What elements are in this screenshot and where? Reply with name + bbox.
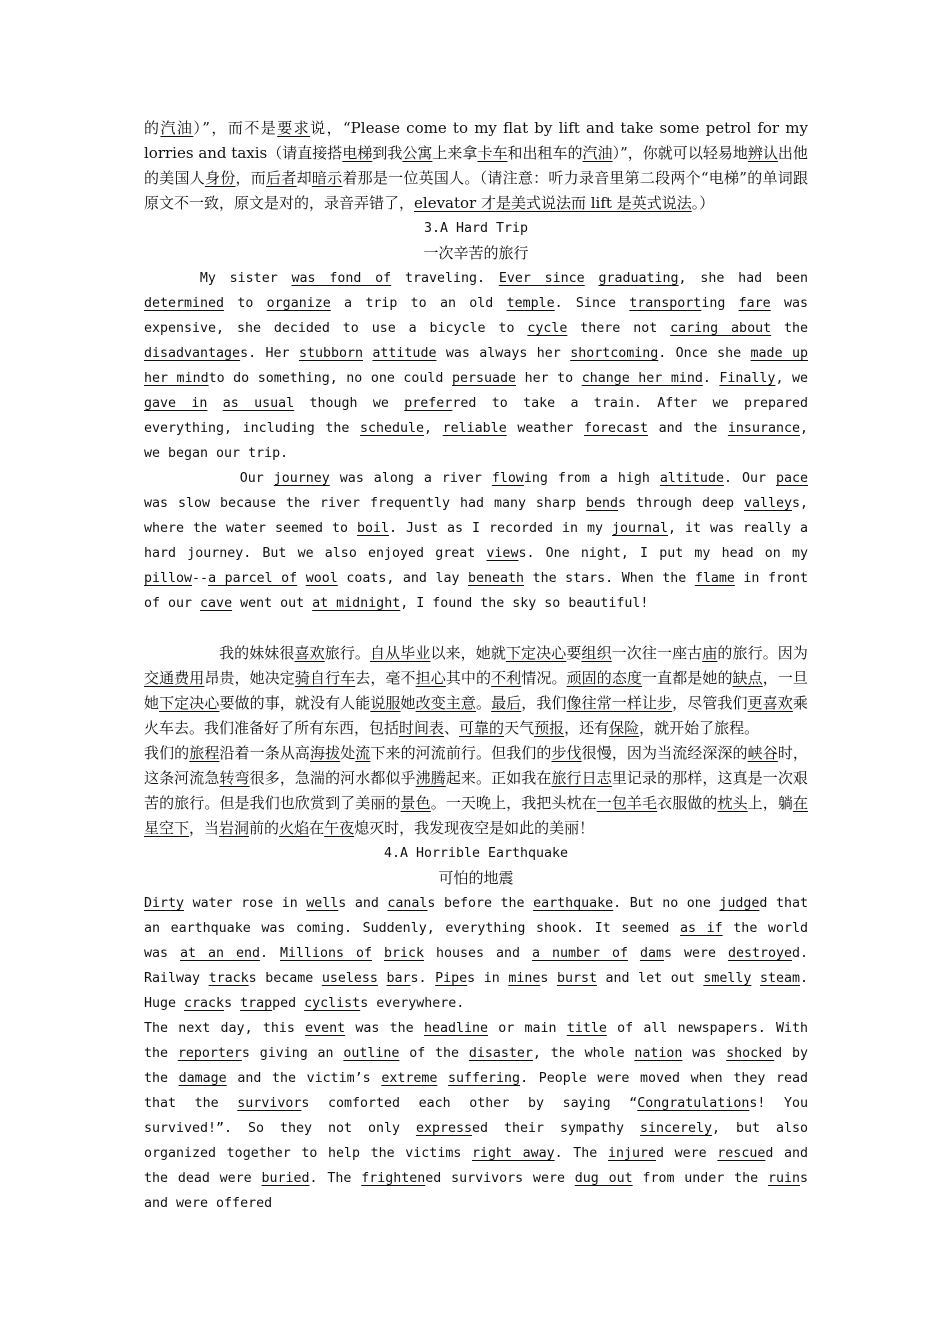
text-run: weather <box>506 421 584 436</box>
text-run: ，尽管我们 <box>672 694 748 712</box>
text-run: . People were moved when they read that the <box>144 1071 808 1111</box>
text-run: 和出租车的 <box>507 144 583 162</box>
text-run: , the whole <box>532 1046 635 1061</box>
vocab-term: 沸腾 <box>415 769 446 787</box>
vocab-term: canal <box>387 896 428 911</box>
text-run <box>585 271 599 286</box>
text-run: 却 <box>296 169 312 187</box>
vocab-term: schedule <box>359 421 425 436</box>
text-run: 去，毫不 <box>355 669 416 687</box>
text-run: the <box>771 321 809 336</box>
text-run: 以来，她就 <box>430 644 506 662</box>
text-run: , it was really a hard journey. But we also enjoyed great <box>144 521 809 561</box>
vocab-term: elevator 才是美式说法而 lift 是英式说法 <box>414 194 692 212</box>
text-run: went out <box>232 596 313 611</box>
section2-tail-paragraph <box>144 116 808 216</box>
text-run: 很慢，因为当流经深深的 <box>581 744 748 762</box>
text-run: My sister <box>199 271 292 286</box>
vocab-term: 缺点 <box>732 669 763 687</box>
text-run: ）”，你就可以轻易地 <box>612 144 748 162</box>
vocab-term: view <box>486 546 519 561</box>
text-run: 一次往一座古 <box>611 644 703 662</box>
vocab-term: 组织 <box>581 644 612 662</box>
vocab-term: 不利 <box>491 669 522 687</box>
text-run: 的 <box>144 119 161 137</box>
vocab-term: cave <box>200 596 233 611</box>
vocab-term: 下定决心 <box>505 644 567 662</box>
text-run: was slow because the river frequently had many sharp <box>144 496 586 511</box>
section4-en-paragraph-2 <box>144 1016 808 1216</box>
text-run: ed their sympathy <box>471 1121 640 1136</box>
text-run: The next day, this <box>144 1021 306 1036</box>
text-run <box>751 971 760 986</box>
text-run: 时，这条河流急 <box>144 744 808 787</box>
text-run: -- <box>192 571 209 586</box>
vocab-term: 后者 <box>266 169 297 187</box>
text-run: water rose in <box>184 896 307 911</box>
text-run: d were <box>656 1146 718 1161</box>
text-run <box>207 396 222 411</box>
vocab-term: useless <box>321 971 378 986</box>
vocab-term: 庙 <box>702 644 718 662</box>
vocab-term: 喜欢 <box>294 644 325 662</box>
vocab-term: 一包羊毛 <box>596 794 658 812</box>
vocab-term: 预报 <box>534 719 565 737</box>
vocab-term: Millions of <box>279 946 372 961</box>
paragraph-spacer <box>144 616 808 641</box>
text-run: 我的妹妹很 <box>219 644 295 662</box>
text-run <box>363 346 372 361</box>
text-run: s comforted each other by saying “ <box>301 1096 638 1111</box>
section3-cn-paragraph-2 <box>144 741 808 841</box>
text-run: s. One night, I put my head on my <box>518 546 808 561</box>
text-run: 衣服做的 <box>657 794 718 812</box>
vocab-term: 转弯 <box>219 769 250 787</box>
text-run: . The <box>309 1171 362 1186</box>
vocab-term: outline <box>343 1046 400 1061</box>
text-run: 起来。正如我在 <box>445 769 552 787</box>
vocab-term: Finally <box>719 371 776 386</box>
text-run: to <box>224 296 267 311</box>
text-run: . Once she <box>658 346 751 361</box>
vocab-term: pace <box>775 471 808 486</box>
vocab-term: 公寓 <box>402 144 433 162</box>
vocab-term: 时间表 <box>399 719 445 737</box>
text-run: ，还有 <box>564 719 610 737</box>
section4-title-en: 4.A Horrible Earthquake <box>383 846 569 861</box>
vocab-term: destroye <box>727 946 792 961</box>
vocab-term: 枕头 <box>717 794 748 812</box>
vocab-term: at an end <box>180 946 260 961</box>
text-run: 。） <box>691 194 715 212</box>
vocab-term: bend <box>585 496 618 511</box>
text-run: 说，“Please come to my flat by lift and take some petrol for my lorries and taxis（请直接搭 <box>144 119 808 162</box>
vocab-term: bar <box>386 971 411 986</box>
text-run: s. Her <box>240 346 299 361</box>
vocab-term: a number of <box>531 946 628 961</box>
vocab-term: pillow <box>144 571 193 586</box>
vocab-term: damage <box>178 1071 227 1086</box>
vocab-term: made up her mind <box>144 346 808 386</box>
text-run: ing from a high <box>523 471 660 486</box>
vocab-term: burst <box>556 971 597 986</box>
text-run: 。一天晚上，我把头枕在 <box>430 794 597 812</box>
text-run: ped <box>272 996 305 1011</box>
vocab-term: 汽油 <box>160 119 194 137</box>
vocab-term: reporter <box>177 1046 242 1061</box>
text-run: s before the <box>427 896 534 911</box>
vocab-term: disadvantage <box>144 346 241 361</box>
text-run: s became <box>248 971 322 986</box>
vocab-term: as if <box>680 921 723 936</box>
text-run: of all newspapers. With the <box>144 1021 808 1061</box>
vocab-term: Ever since <box>498 271 585 286</box>
vocab-term: journey <box>273 471 330 486</box>
text-run: s and <box>338 896 388 911</box>
text-run: was expensive, she decided to use a bicycle to <box>144 296 809 336</box>
text-run: . But no one <box>613 896 720 911</box>
text-run: ，当 <box>189 819 220 837</box>
vocab-term: 辨认 <box>747 144 778 162</box>
vocab-term: reliable <box>442 421 507 436</box>
text-run: . Huge <box>144 971 808 1011</box>
vocab-term: track <box>208 971 249 986</box>
text-run: though we <box>294 396 405 411</box>
vocab-term: nation <box>634 1046 683 1061</box>
vocab-term: 保险 <box>609 719 640 737</box>
vocab-term: headline <box>423 1021 488 1036</box>
vocab-term: extreme <box>381 1071 438 1086</box>
text-run: the stars. When the <box>524 571 695 586</box>
vocab-term: stubborn <box>298 346 363 361</box>
section4-title-cn: 可怕的地震 <box>438 869 514 887</box>
vocab-term: transport <box>629 296 702 311</box>
vocab-term: title <box>566 1021 607 1036</box>
text-run: houses and <box>424 946 532 961</box>
vocab-term: 骑自行车 <box>294 669 356 687</box>
text-run: 要做的事，就没有人能 <box>219 694 371 712</box>
vocab-term: earthquake <box>533 896 614 911</box>
text-run: red to take a train. After we prepared everything, including the <box>144 396 808 436</box>
vocab-term: organize <box>266 296 331 311</box>
text-run: was along a river <box>329 471 492 486</box>
vocab-term: 卡车 <box>477 144 508 162</box>
text-run: 到我 <box>372 144 403 162</box>
vocab-term: Dirty <box>144 896 185 911</box>
text-run: ，而 <box>235 169 267 187</box>
text-run: 上来拿 <box>432 144 478 162</box>
vocab-term: fare <box>738 296 771 311</box>
text-run: in front of our <box>144 571 808 611</box>
text-run: 的旅行。因为 <box>717 644 808 662</box>
vocab-term: 要求 <box>277 119 311 137</box>
text-run: 其中的 <box>445 669 492 687</box>
vocab-term: brick <box>383 946 424 961</box>
text-run: ，我们 <box>521 694 567 712</box>
text-run: 旅行。 <box>324 644 371 662</box>
vocab-term: judge <box>719 896 760 911</box>
vocab-term: as usual <box>222 396 295 411</box>
section3-cn-paragraph-1 <box>144 641 808 741</box>
text-run: s were <box>663 946 728 961</box>
vocab-term: 步伐 <box>551 744 582 762</box>
text-run: or main <box>488 1021 567 1036</box>
vocab-term: dam <box>639 946 664 961</box>
vocab-term: 景色 <box>400 794 431 812</box>
text-run: 下来的河流前行。但我们的 <box>370 744 552 762</box>
text-run: 情况。 <box>521 669 567 687</box>
text-run: there not <box>567 321 671 336</box>
vocab-term: was fond of <box>291 271 392 286</box>
vocab-term: 顽固的态度 <box>566 669 643 687</box>
vocab-term: 像往常一样让步 <box>566 694 673 712</box>
vocab-term: persuade <box>451 371 517 386</box>
text-run: was the <box>345 1021 424 1036</box>
text-run: d that an earthquake was coming. Suddenly, everything shook. It seemed <box>144 896 808 936</box>
text-run: was always her <box>436 346 571 361</box>
section3-en-paragraph-1 <box>144 266 808 466</box>
vocab-term: 流 <box>355 744 371 762</box>
vocab-term: beneath <box>468 571 525 586</box>
text-run: s giving an <box>241 1046 344 1061</box>
text-run: 。 <box>475 694 492 712</box>
section3-title-cn: 一次辛苦的旅行 <box>423 244 529 262</box>
text-run: s <box>540 971 557 986</box>
section3-title-en: 3.A Hard Trip <box>423 221 529 236</box>
vocab-term: dug out <box>574 1171 633 1186</box>
text-run: 在 <box>309 819 325 837</box>
vocab-term: smelly <box>703 971 752 986</box>
vocab-term: altitude <box>659 471 724 486</box>
vocab-term: caring about <box>670 321 772 336</box>
vocab-term: trap <box>240 996 273 1011</box>
vocab-term: prefer <box>404 396 453 411</box>
section3-en-paragraph-2 <box>144 466 808 616</box>
vocab-term: rescue <box>717 1146 766 1161</box>
document-page <box>144 116 808 1216</box>
vocab-term: at midnight <box>312 596 401 611</box>
vocab-term: survivor <box>237 1096 302 1111</box>
vocab-term: Congratulation <box>637 1096 750 1111</box>
text-run: 要 <box>566 644 582 662</box>
text-run: , but also organized together to help the victims <box>144 1121 808 1161</box>
text-run: , we began our trip. <box>144 421 808 461</box>
vocab-term: 海拔 <box>310 744 341 762</box>
text-run: 里记录的那样，这真是一次艰苦的旅行。但是我们也欣赏到了美丽的 <box>144 769 808 812</box>
vocab-term: 交通费用 <box>144 669 205 687</box>
vocab-term: 可靠的 <box>459 719 505 737</box>
text-run: s and were offered <box>144 1171 808 1211</box>
vocab-term: a parcel of <box>208 571 298 586</box>
vocab-term: forecast <box>583 421 649 436</box>
text-run: and the victim’s <box>226 1071 382 1086</box>
vocab-term: graduating <box>598 271 679 286</box>
section4-en-paragraph-1 <box>144 891 808 1016</box>
vocab-term: mine <box>508 971 541 986</box>
text-run: . The <box>554 1146 608 1161</box>
vocab-term: insurance <box>727 421 800 436</box>
text-run: 我们的 <box>144 744 190 762</box>
vocab-term: 午夜 <box>324 819 355 837</box>
text-run: to do something, no one could <box>208 371 452 386</box>
vocab-term: frighten <box>361 1171 426 1186</box>
text-run: . <box>259 946 280 961</box>
text-run: ing <box>701 296 739 311</box>
text-run <box>437 1071 448 1086</box>
vocab-term: 更喜欢 <box>747 694 793 712</box>
vocab-term: shortcoming <box>570 346 659 361</box>
text-run: 天气 <box>504 719 535 737</box>
text-run: s through deep <box>617 496 744 511</box>
vocab-term: determined <box>144 296 225 311</box>
vocab-term: 下定决心 <box>159 694 220 712</box>
text-run: . <box>702 371 720 386</box>
text-run <box>628 946 640 961</box>
vocab-term: 峡谷 <box>747 744 778 762</box>
text-run: a trip to an old <box>330 296 507 311</box>
text-run: 沿着一条从高 <box>219 744 311 762</box>
text-run: , <box>424 421 443 436</box>
text-run: , we <box>775 371 808 386</box>
vocab-term: 汽油 <box>582 144 613 162</box>
vocab-term: 身份 <box>205 169 236 187</box>
text-run: ，就开始了旅程。 <box>639 719 760 737</box>
text-run: of the <box>399 1046 469 1061</box>
vocab-term: 旅行日志 <box>551 769 612 787</box>
text-run: s. <box>410 971 436 986</box>
vocab-term: 最后 <box>491 694 522 712</box>
text-run: s in <box>467 971 509 986</box>
text-run: s! You survived!”. So they not only <box>144 1096 808 1136</box>
text-run: d by the <box>144 1046 808 1086</box>
text-run: 一直都是她的 <box>642 669 733 687</box>
vocab-term: well <box>306 896 339 911</box>
text-run: . Just as I recorded in my <box>389 521 612 536</box>
text-run: traveling. <box>391 271 499 286</box>
text-run: 乘火车去。我们准备好了所有东西，包括 <box>144 694 808 737</box>
vocab-term: 担心 <box>415 669 446 687</box>
text-run: . Our <box>723 471 776 486</box>
text-run: s <box>224 996 241 1011</box>
vocab-term: steam <box>759 971 800 986</box>
vocab-term: 自从毕业 <box>370 644 431 662</box>
text-run: and let out <box>596 971 704 986</box>
vocab-term: Pipe <box>435 971 468 986</box>
vocab-term: wool <box>305 571 338 586</box>
vocab-term: 旅程 <box>189 744 220 762</box>
vocab-term: attitude <box>372 346 437 361</box>
vocab-term: 火焰 <box>279 819 310 837</box>
vocab-term: cycle <box>527 321 568 336</box>
vocab-term: event <box>305 1021 346 1036</box>
vocab-term: 电梯 <box>342 144 373 162</box>
text-run: from under the <box>632 1171 768 1186</box>
text-run: and the <box>648 421 728 436</box>
text-run: ，一旦她 <box>144 669 808 712</box>
vocab-term: injure <box>607 1146 656 1161</box>
vocab-term: shocke <box>726 1046 775 1061</box>
text-run: 上，躺 <box>747 794 793 812</box>
vocab-term: crack <box>184 996 225 1011</box>
vocab-term: 暗示 <box>311 169 343 187</box>
text-run: d and the dead were <box>144 1146 808 1186</box>
vocab-term: change her mind <box>581 371 703 386</box>
text-run: 昂贵，她决定 <box>204 669 295 687</box>
vocab-term: buried <box>261 1171 310 1186</box>
text-run: ed survivors were <box>425 1171 575 1186</box>
vocab-term: 改变主意 <box>415 694 476 712</box>
vocab-term: sincerely <box>639 1121 713 1136</box>
vocab-term: 在星空下 <box>144 794 808 837</box>
vocab-term: flow <box>491 471 524 486</box>
text-run: d. Railway <box>144 946 808 986</box>
text-run: the world was <box>144 921 808 961</box>
vocab-term: ruin <box>767 1171 800 1186</box>
text-run: coats, and lay <box>337 571 469 586</box>
vocab-term: boil <box>357 521 390 536</box>
text-run <box>372 946 384 961</box>
vocab-term: disaster <box>468 1046 533 1061</box>
vocab-term: 岩洞 <box>219 819 250 837</box>
vocab-term: gave in <box>144 396 208 411</box>
vocab-term: right away <box>471 1146 555 1161</box>
text-run <box>297 571 306 586</box>
vocab-term: cyclist <box>304 996 361 1011</box>
text-run: s everywhere. <box>360 996 465 1011</box>
vocab-term: temple <box>506 296 555 311</box>
text-run: , she had been <box>678 271 809 286</box>
text-run: 、 <box>444 719 460 737</box>
text-run: 她 <box>400 694 416 712</box>
vocab-term: valley <box>743 496 792 511</box>
text-run: 熄灭时，我发现夜空是如此的美丽！ <box>354 819 595 837</box>
text-run: , I found the sky so beautiful! <box>400 596 649 611</box>
vocab-term: 说服 <box>370 694 401 712</box>
vocab-term: flame <box>694 571 735 586</box>
text-run: 着那是一位英国人。（请注意：听力录音里第二段两个“电梯”的单词跟原文不一致，原文是对的，录音弄错了， <box>144 169 808 212</box>
text-run: 处 <box>340 744 356 762</box>
text-run: was <box>682 1046 727 1061</box>
text-run: s, where the water seemed to <box>144 496 808 536</box>
text-run: 出他的美国人 <box>144 144 808 187</box>
text-run: her to <box>516 371 582 386</box>
vocab-term: express <box>415 1121 472 1136</box>
text-run: 前的 <box>249 819 280 837</box>
vocab-term: suffering <box>448 1071 521 1086</box>
text-run: 很多，急湍的河水都似乎 <box>249 769 416 787</box>
text-run: Our <box>239 471 274 486</box>
text-run: ）”，而不是 <box>193 119 278 137</box>
text-run: . Since <box>554 296 630 311</box>
vocab-term: journal <box>611 521 669 536</box>
